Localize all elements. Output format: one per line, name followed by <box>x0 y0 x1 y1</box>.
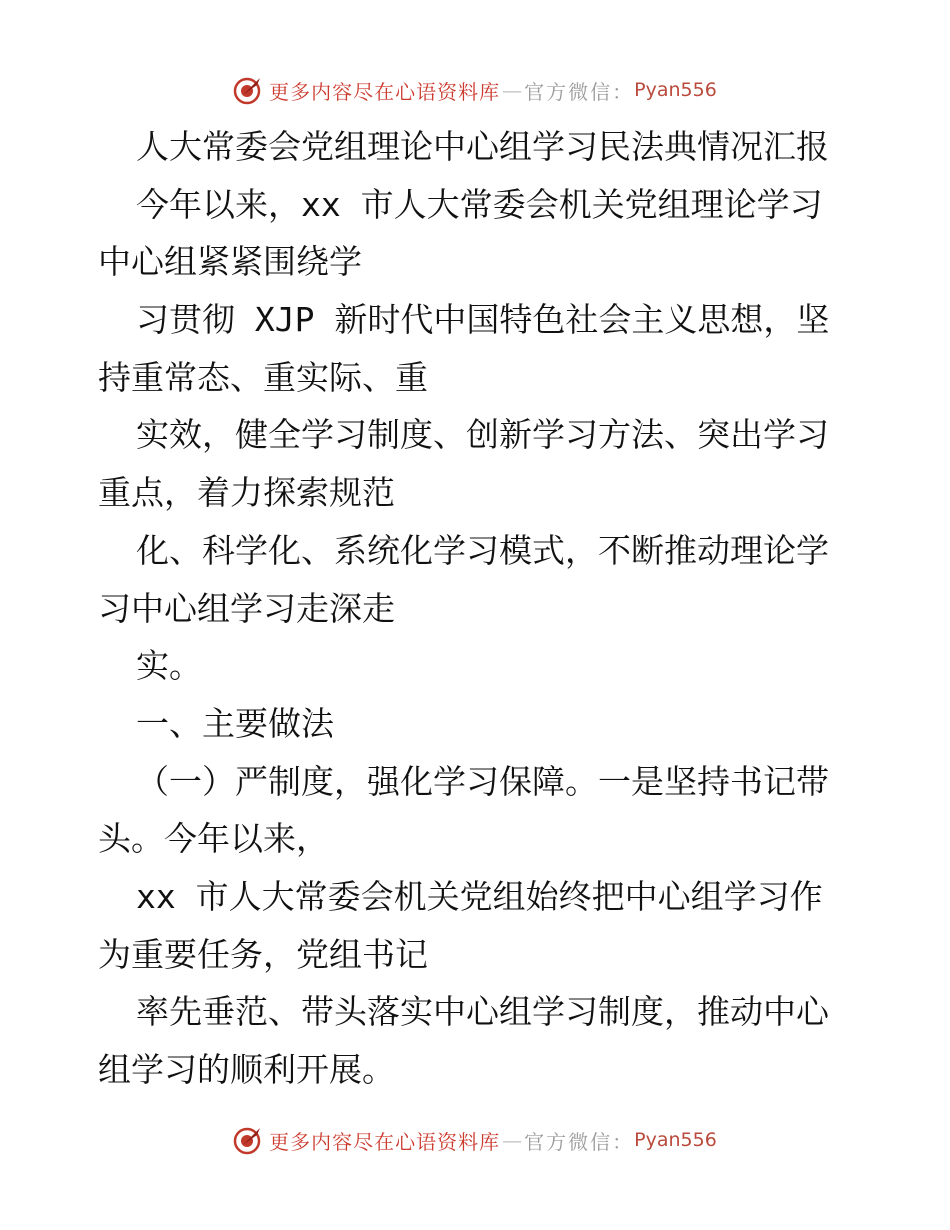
text-line: 重点，着力探索规范 <box>98 473 395 513</box>
watermark-slogan: 更多内容尽在心语资料库 <box>269 79 501 104</box>
watermark-wechat-id: Pyan556 <box>634 1129 717 1151</box>
text-line: 头。今年以来， <box>98 819 329 859</box>
text-line: 中心组紧紧围绕学 <box>98 242 362 282</box>
watermark-dash: — <box>502 78 523 102</box>
text-line: 化、科学化、系统化学习模式，不断推动理论学 <box>136 530 829 570</box>
text-line: 持重常态、重实际、重 <box>98 357 428 397</box>
text-line: xx 市人大常委会机关党组始终把中心组学习作 <box>136 876 823 916</box>
header-watermark <box>0 70 950 110</box>
document-title: 人大常委会党组理论中心组学习民法典情况汇报 <box>136 127 829 166</box>
text-line: 今年以来，xx 市人大常委会机关党组理论学习 <box>136 184 823 224</box>
text-line: 实效，健全学习制度、创新学习方法、突出学习 <box>136 415 829 455</box>
text-line: 组学习的顺利开展。 <box>98 1050 395 1089</box>
section-heading: 一、主要做法 <box>136 703 334 743</box>
watermark-dash: — <box>502 1128 523 1152</box>
text-line: 习贯彻 XJP 新时代中国特色社会主义思想，坚 <box>136 300 830 340</box>
watermark-slogan: 更多内容尽在心语资料库 <box>269 1129 501 1154</box>
text-line: 为重要任务，党组书记 <box>98 934 428 974</box>
quill-logo-icon <box>233 75 263 105</box>
text-line: 习中心组学习走深走 <box>98 588 395 628</box>
quill-logo-icon <box>233 1125 263 1155</box>
watermark-wechat-id: Pyan556 <box>634 79 717 101</box>
footer-watermark <box>0 1120 950 1160</box>
text-line: 率先垂范、带头落实中心组学习制度，推动中心 <box>136 992 829 1032</box>
document-body <box>98 118 858 1099</box>
watermark-label: 官方微信： <box>524 79 635 104</box>
text-line: （一）严制度，强化学习保障。一是坚持书记带 <box>136 761 829 801</box>
text-line: 实。 <box>136 646 202 686</box>
watermark-label: 官方微信： <box>524 1129 635 1154</box>
